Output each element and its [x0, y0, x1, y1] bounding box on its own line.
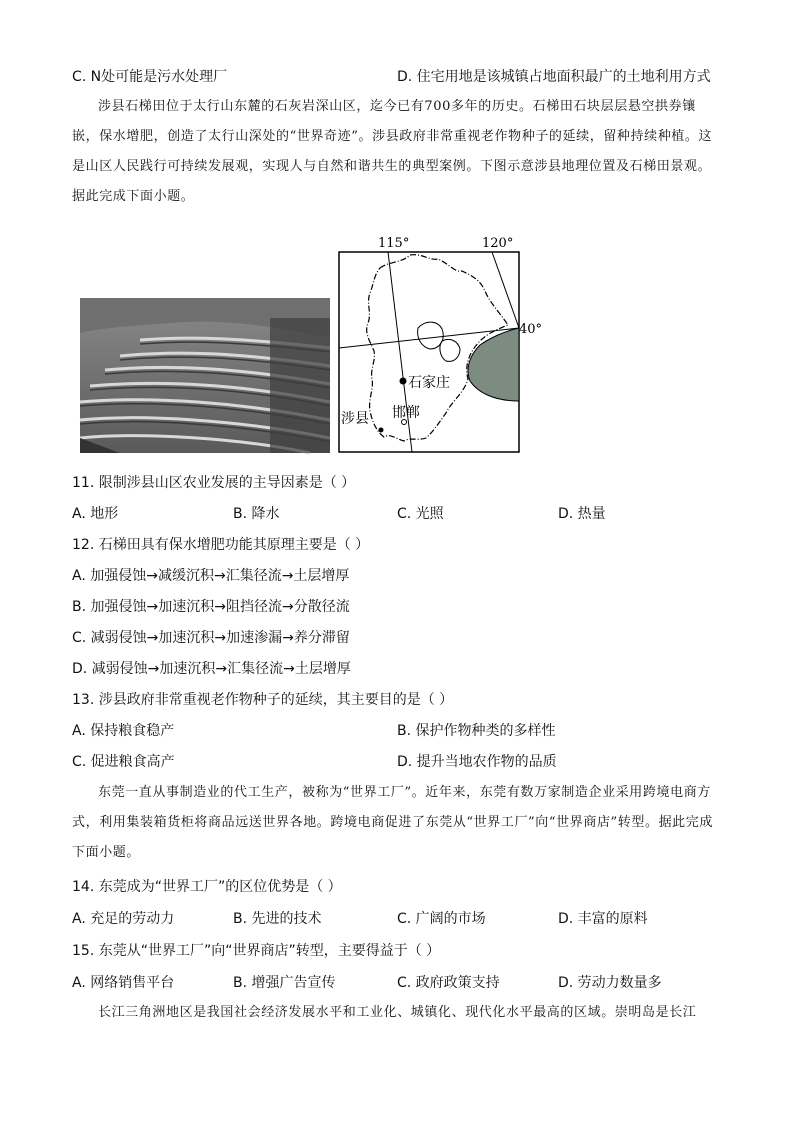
map-label-lon115: 115°: [378, 236, 410, 251]
map-label-shijiazhuang: 石家庄: [408, 375, 450, 391]
q14-option-d: D. 丰富的原料: [558, 911, 648, 927]
location-map: [330, 233, 543, 458]
q15-option-c: C. 政府政策支持: [397, 975, 500, 991]
q12-option-c: C. 减弱侵蚀→加速沉积→加速渗漏→养分滞留: [72, 630, 350, 646]
q12-option-d: D. 减弱侵蚀→加速沉积→汇集径流→土层增厚: [72, 661, 351, 677]
map-label-lon120: 120°: [482, 236, 514, 251]
q13-option-d: D. 提升当地农作物的品质: [397, 754, 557, 770]
city-dot-shijiazhuang: [400, 378, 407, 385]
question-14: 14. 东莞成为“世界工厂”的区位优势是（ ）: [72, 879, 342, 895]
passage-shexian: 涉县石梯田位于太行山东麓的石灰岩深山区，迄今已有700多年的历史。石梯田石块层层悬空拱券镶嵌，保水增肥，创造了太行山深处的“世界奇迹”。涉县政府非常重视老作物种子的延续，留种持续种植。这是山区人民践行可持续发展观，实现人与自然和谐共生的典型案例。下图示意涉县地理位置及石梯田景观。据此完成下面小题。: [72, 99, 713, 204]
q12-option-b: B. 加强侵蚀→加速沉积→阻挡径流→分散径流: [72, 599, 350, 615]
passage-dongguan: 东莞一直从事制造业的代工生产，被称为“世界工厂”。近年来，东莞有数万家制造企业采用跨境电商方式，利用集装箱货柜将商品远送世界各地。跨境电商促进了东莞从“世界工厂”向“世界商店”转型。据此完成下面小题。: [72, 785, 713, 860]
q13-option-a: A. 保持粮食稳产: [72, 723, 175, 739]
q11-option-b: B. 降水: [233, 506, 280, 522]
question-13: 13. 涉县政府非常重视老作物种子的延续，其主要目的是（ ）: [72, 692, 454, 708]
q15-option-a: A. 网络销售平台: [72, 975, 175, 991]
q14-option-b: B. 先进的技术: [233, 911, 322, 927]
map-label-shexian: 涉县: [341, 411, 369, 427]
q13-option-c: C. 促进粮食高产: [72, 754, 175, 770]
question-12: 12. 石梯田具有保水增肥功能其原理主要是（ ）: [72, 537, 370, 553]
option-d-top: D. 住宅用地是该城镇占地面积最广的土地利用方式: [397, 69, 711, 85]
option-c-top: C. N处可能是污水处理厂: [72, 69, 228, 85]
city-dot-shexian: [379, 428, 384, 433]
q11-option-d: D. 热量: [558, 506, 606, 522]
question-11: 11. 限制涉县山区农业发展的主导因素是（ ）: [72, 475, 356, 491]
q15-option-d: D. 劳动力数量多: [558, 975, 662, 991]
q11-option-c: C. 光照: [397, 506, 444, 522]
q14-option-c: C. 广阔的市场: [397, 911, 486, 927]
terrace-photo: [80, 298, 330, 453]
q11-option-a: A. 地形: [72, 506, 119, 522]
question-15: 15. 东莞从“世界工厂”向“世界商店”转型，主要得益于（ ）: [72, 943, 441, 959]
passage-yangtze: 长江三角洲地区是我国社会经济发展水平和工业化、城镇化、现代化水平最高的区域。崇明岛是长江: [98, 1005, 697, 1020]
q13-option-b: B. 保护作物种类的多样性: [397, 723, 556, 739]
q12-option-a: A. 加强侵蚀→减缓沉积→汇集径流→土层增厚: [72, 568, 350, 584]
q14-option-a: A. 充足的劳动力: [72, 911, 175, 927]
map-label-lat40: 40°: [519, 322, 543, 337]
q15-option-b: B. 增强广告宣传: [233, 975, 336, 991]
map-label-handan: 邯郸: [392, 405, 420, 421]
